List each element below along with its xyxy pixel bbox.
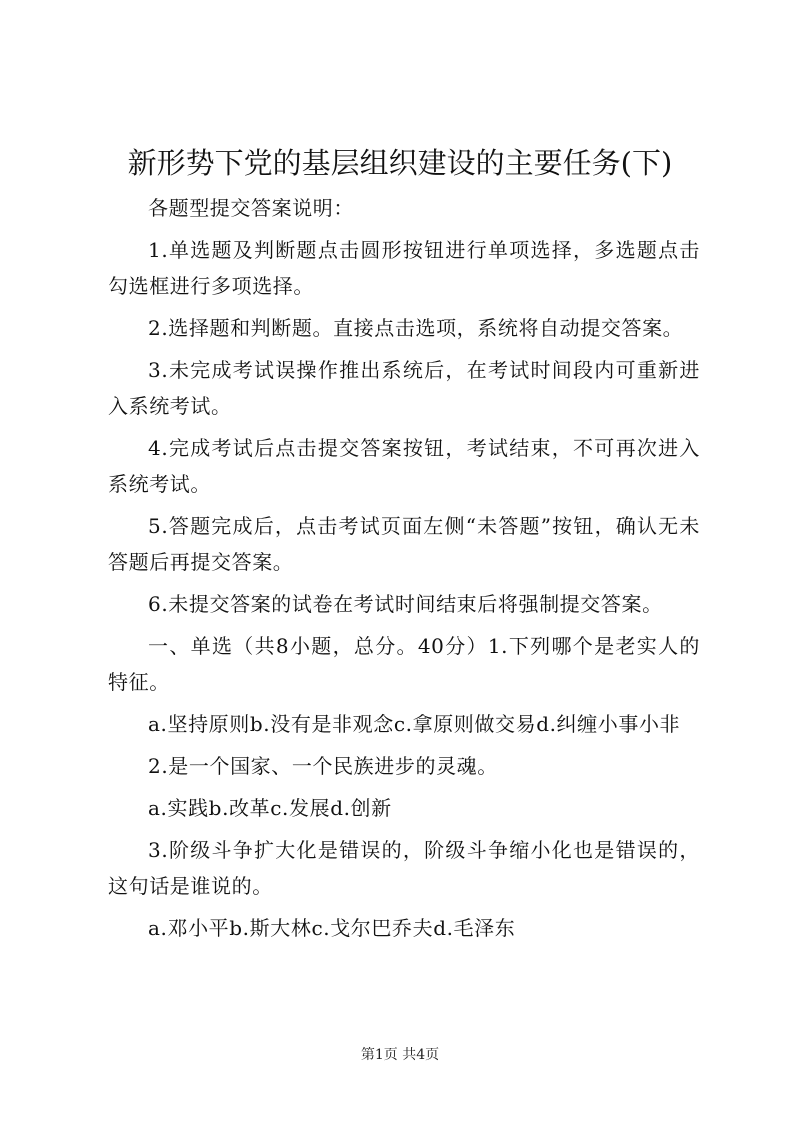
paragraph-q1-options: a.坚持原则b.没有是非观念c.拿原则做交易d.纠缠小事小非 bbox=[148, 712, 681, 736]
document-body bbox=[108, 190, 700, 952]
paragraph-instruction-6: 6.未提交答案的试卷在考试时间结束后将强制提交答案。 bbox=[148, 592, 663, 616]
paragraph-section-single-choice-q1: 一、单选（共8小题，总分。40分）1.下列哪个是老实人的特征。 bbox=[108, 634, 700, 694]
paragraph-instruction-5: 5.答题完成后，点击考试页面左侧“未答题”按钮，确认无未答题后再提交答案。 bbox=[108, 514, 700, 574]
page-number-footer: 第1页 共4页 bbox=[360, 1047, 440, 1063]
paragraph-instruction-1: 1.单选题及判断题点击圆形按钮进行单项选择，多选题点击勾选框进行多项选择。 bbox=[108, 238, 700, 298]
document-title: 新形势下党的基层组织建设的主要任务(下) bbox=[127, 146, 673, 180]
paragraph-q3-options: a.邓小平b.斯大林c.戈尔巴乔夫d.毛泽东 bbox=[148, 916, 516, 940]
paragraph-instruction-2: 2.选择题和判断题。直接点击选项，系统将自动提交答案。 bbox=[148, 316, 684, 340]
paragraph-q3: 3.阶级斗争扩大化是错误的，阶级斗争缩小化也是错误的，这句话是谁说的。 bbox=[108, 838, 700, 898]
paragraph-q2-options: a.实践b.改革c.发展d.创新 bbox=[148, 796, 392, 820]
paragraph-instructions-heading: 各题型提交答案说明： bbox=[148, 196, 354, 220]
paragraph-instruction-4: 4.完成考试后点击提交答案按钮，考试结束，不可再次进入系统考试。 bbox=[108, 436, 700, 496]
paragraph-q2: 2.是一个国家、一个民族进步的灵魂。 bbox=[148, 754, 498, 778]
paragraph-instruction-3: 3.未完成考试误操作推出系统后，在考试时间段内可重新进入系统考试。 bbox=[108, 358, 700, 418]
